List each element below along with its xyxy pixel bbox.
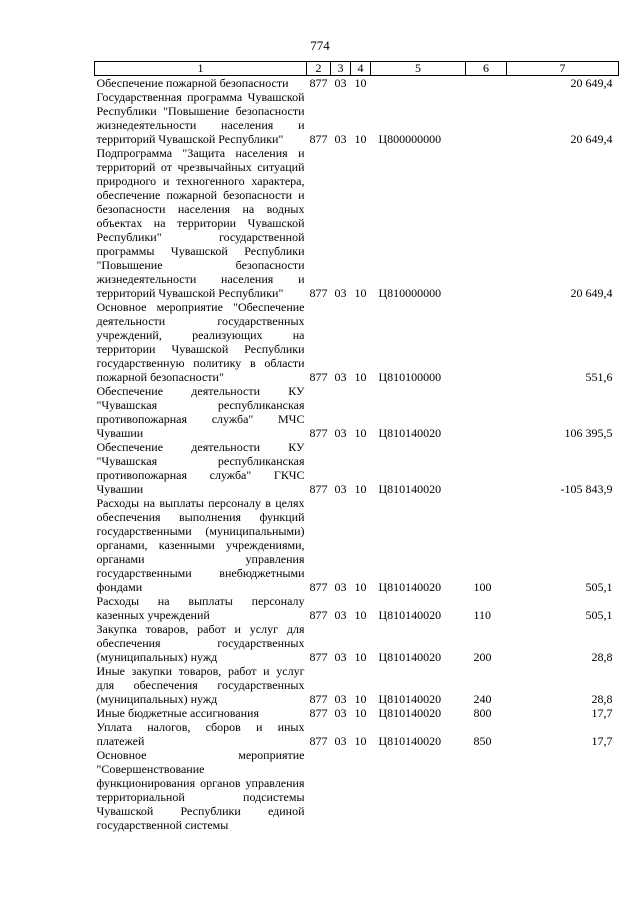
table-row bbox=[95, 496, 619, 594]
column-header: 1 bbox=[95, 62, 307, 76]
subsection-code: 10 bbox=[354, 132, 367, 146]
target-article-code bbox=[371, 748, 466, 832]
target-article-code: Ц810140020 bbox=[378, 692, 442, 706]
section-code bbox=[331, 748, 351, 832]
target-article-code: Ц810140020 bbox=[378, 482, 442, 496]
row-name: Иные бюджетные ассигнования bbox=[96, 706, 259, 720]
row-name: Основное мероприятие "Обеспечение деятельности государственных учреждений, реализующих на территории Чувашской Республики государственную политику в области пожарной безопасности" bbox=[96, 300, 305, 384]
table-row bbox=[95, 146, 619, 300]
table-row bbox=[95, 622, 619, 664]
row-name: Основное мероприятие "Совершенствование функционирования органов управления территориальной подсистемы Чувашской Республики единой государственной системы bbox=[96, 748, 305, 832]
amount: 17,7 bbox=[591, 706, 613, 720]
row-name: Расходы на выплаты персоналу казенных учреждений bbox=[96, 594, 305, 622]
target-article-code: Ц810140020 bbox=[378, 608, 442, 622]
table-row bbox=[95, 384, 619, 440]
target-article-code: Ц810140020 bbox=[378, 706, 442, 720]
amount: 505,1 bbox=[585, 580, 613, 594]
table-row bbox=[95, 664, 619, 706]
column-header: 2 bbox=[307, 62, 331, 76]
table-row bbox=[95, 440, 619, 496]
row-name: Расходы на выплаты персоналу в целях обеспечения выполнения функций государственными (муниципальными) органами, казенными учреждениями, органами управления государственными внебюджетными фондами bbox=[96, 496, 305, 594]
subsection-code: 10 bbox=[354, 706, 367, 720]
section-code: 03 bbox=[334, 580, 347, 594]
amount: 28,8 bbox=[591, 650, 613, 664]
amount: 28,8 bbox=[591, 692, 613, 706]
ministry-code: 877 bbox=[309, 608, 328, 622]
ministry-code: 877 bbox=[309, 370, 328, 384]
column-header: 5 bbox=[371, 62, 466, 76]
amount: 20 649,4 bbox=[570, 76, 613, 90]
ministry-code: 877 bbox=[309, 286, 328, 300]
budget-table bbox=[94, 61, 619, 832]
section-code: 03 bbox=[334, 482, 347, 496]
subsection-code bbox=[351, 748, 371, 832]
ministry-code: 877 bbox=[309, 734, 328, 748]
section-code: 03 bbox=[334, 132, 347, 146]
amount: -105 843,9 bbox=[560, 482, 613, 496]
ministry-code bbox=[307, 748, 331, 832]
amount: 106 395,5 bbox=[564, 426, 613, 440]
row-name: Закупка товаров, работ и услуг для обеспечения государственных (муниципальных) нужд bbox=[96, 622, 305, 664]
row-name: Обеспечение деятельности КУ "Чувашская республиканская противопожарная служба" ГКЧС Чувашии bbox=[96, 440, 305, 496]
subsection-code: 10 bbox=[354, 426, 367, 440]
page-number: 774 bbox=[310, 38, 330, 53]
amount: 20 649,4 bbox=[570, 132, 613, 146]
target-article-code: Ц810140020 bbox=[378, 734, 442, 748]
subsection-code: 10 bbox=[354, 650, 367, 664]
amount: 505,1 bbox=[585, 608, 613, 622]
section-code: 03 bbox=[334, 286, 347, 300]
amount: 17,7 bbox=[591, 734, 613, 748]
expense-type-code bbox=[466, 384, 507, 440]
subsection-code: 10 bbox=[354, 370, 367, 384]
subsection-code: 10 bbox=[354, 692, 367, 706]
row-name: Уплата налогов, сборов и иных платежей bbox=[96, 720, 305, 748]
subsection-code: 10 bbox=[354, 734, 367, 748]
table-row bbox=[95, 300, 619, 384]
target-article-code: Ц810140020 bbox=[378, 580, 442, 594]
amount: 20 649,4 bbox=[570, 286, 613, 300]
expense-type-code: 100 bbox=[473, 580, 492, 594]
expense-type-code bbox=[466, 748, 507, 832]
subsection-code: 10 bbox=[354, 580, 367, 594]
ministry-code: 877 bbox=[309, 482, 328, 496]
table-row bbox=[95, 90, 619, 146]
expense-type-code: 850 bbox=[473, 734, 492, 748]
column-header: 6 bbox=[466, 62, 507, 76]
subsection-code: 10 bbox=[354, 76, 367, 90]
section-code: 03 bbox=[334, 650, 347, 664]
subsection-code: 10 bbox=[354, 286, 367, 300]
expense-type-code bbox=[466, 440, 507, 496]
expense-type-code: 800 bbox=[473, 706, 492, 720]
expense-type-code bbox=[466, 300, 507, 384]
expense-type-code bbox=[466, 90, 507, 146]
table-row bbox=[95, 748, 619, 832]
table-row bbox=[95, 720, 619, 748]
ministry-code: 877 bbox=[309, 650, 328, 664]
expense-type-code bbox=[466, 146, 507, 300]
ministry-code: 877 bbox=[309, 706, 328, 720]
column-header: 3 bbox=[331, 62, 351, 76]
subsection-code: 10 bbox=[354, 608, 367, 622]
section-code: 03 bbox=[334, 692, 347, 706]
expense-type-code: 240 bbox=[473, 692, 492, 706]
target-article-code: Ц810140020 bbox=[378, 650, 442, 664]
row-name: Государственная программа Чувашской Республики "Повышение безопасности жизнедеятельности населения и территорий Чувашской Республики" bbox=[96, 90, 305, 146]
subsection-code: 10 bbox=[354, 482, 367, 496]
target-article-code: Ц800000000 bbox=[378, 132, 442, 146]
row-name: Обеспечение деятельности КУ "Чувашская республиканская противопожарная служба" МЧС Чувашии bbox=[96, 384, 305, 440]
ministry-code: 877 bbox=[309, 76, 328, 90]
column-header: 7 bbox=[507, 62, 619, 76]
section-code: 03 bbox=[334, 76, 347, 90]
table-row bbox=[95, 594, 619, 622]
section-code: 03 bbox=[334, 734, 347, 748]
table-row bbox=[95, 76, 619, 91]
row-name: Обеспечение пожарной безопасности bbox=[96, 76, 289, 90]
target-article-code bbox=[371, 76, 466, 91]
ministry-code: 877 bbox=[309, 580, 328, 594]
table-row bbox=[95, 706, 619, 720]
expense-type-code: 110 bbox=[473, 608, 492, 622]
expense-type-code bbox=[466, 76, 507, 91]
section-code: 03 bbox=[334, 608, 347, 622]
expense-type-code: 200 bbox=[473, 650, 492, 664]
ministry-code: 877 bbox=[309, 132, 328, 146]
target-article-code: Ц810140020 bbox=[378, 426, 442, 440]
column-header: 4 bbox=[351, 62, 371, 76]
section-code: 03 bbox=[334, 426, 347, 440]
section-code: 03 bbox=[334, 706, 347, 720]
section-code: 03 bbox=[334, 370, 347, 384]
target-article-code: Ц810000000 bbox=[378, 286, 442, 300]
amount bbox=[507, 748, 619, 832]
ministry-code: 877 bbox=[309, 692, 328, 706]
column-number-row bbox=[95, 62, 619, 76]
row-name: Подпрограмма "Защита населения и территорий от чрезвычайных ситуаций природного и техногенного характера, обеспечение пожарной безопасности и безопасности населения на водных объектах на территории Чувашской Республики" государственной программы Чувашской Республики "Повышение безопасности жизнедеятельности населения и территорий Чувашской Республики" bbox=[96, 146, 305, 300]
target-article-code: Ц810100000 bbox=[378, 370, 442, 384]
amount: 551,6 bbox=[585, 370, 613, 384]
row-name: Иные закупки товаров, работ и услуг для обеспечения государственных (муниципальных) нужд bbox=[96, 664, 305, 706]
ministry-code: 877 bbox=[309, 426, 328, 440]
